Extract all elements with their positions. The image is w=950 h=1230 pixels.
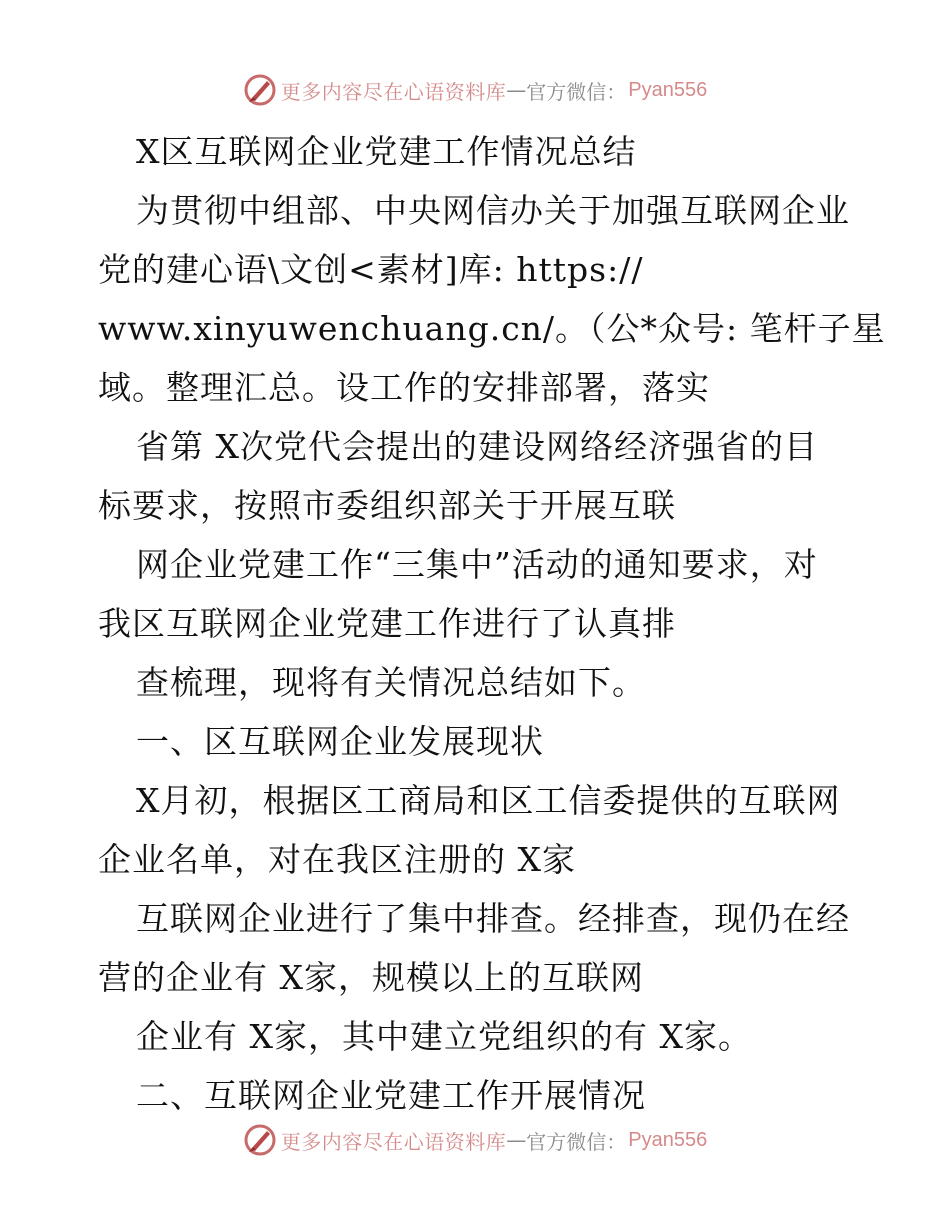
document-body <box>98 122 886 1125</box>
document-line: 标要求，按照市委组织部关于开展互联 <box>98 486 676 525</box>
document-line: 营的企业有 X家，规模以上的互联网 <box>98 958 644 997</box>
document-line: 党的建心语\文创<素材]库: https:// <box>98 250 644 289</box>
document-line: 一、区互联网企业发展现状 <box>136 722 544 761</box>
banner-official-label: 官方微信： <box>526 79 627 104</box>
document-line: 企业有 X家，其中建立党组织的有 X家。 <box>136 1017 752 1056</box>
document-line: 域。整理汇总。设工作的安排部署，落实 <box>98 368 710 407</box>
brush-logo-icon <box>243 73 277 107</box>
document-line: X月初，根据区工商局和区工信委提供的互联网 <box>136 781 841 820</box>
document-line: 企业名单，对在我区注册的 X家 <box>98 840 576 879</box>
document-line: www.xinyuwenchuang.cn/。（公*众号: 笔杆子星 <box>98 309 886 348</box>
banner-main-text: 更多内容尽在心语资料库 <box>280 79 507 104</box>
brush-logo-icon <box>243 1123 277 1157</box>
banner-wechat-id: Pyan556 <box>628 78 708 101</box>
footer-watermark-banner <box>0 1120 950 1160</box>
document-line: 二、互联网企业党建工作开展情况 <box>136 1076 646 1115</box>
document-line: 为贯彻中组部、中央网信办关于加强互联网企业 <box>136 191 850 230</box>
document-line: 我区互联网企业党建工作进行了认真排 <box>98 604 676 643</box>
header-watermark-banner <box>0 70 950 110</box>
document-line: X区互联网企业党建工作情况总结 <box>136 132 637 171</box>
document-line: 查梳理，现将有关情况总结如下。 <box>136 663 646 702</box>
document-line: 互联网企业进行了集中排查。经排查，现仍在经 <box>136 899 850 938</box>
banner-dash: — <box>506 78 527 102</box>
document-line: 省第 X次党代会提出的建设网络经济强省的目 <box>136 427 818 466</box>
banner-official-label: 官方微信： <box>526 1129 627 1154</box>
document-line: 网企业党建工作“三集中”活动的通知要求，对 <box>136 545 818 584</box>
banner-main-text: 更多内容尽在心语资料库 <box>280 1129 507 1154</box>
banner-wechat-id: Pyan556 <box>628 1128 708 1151</box>
banner-dash: — <box>506 1128 527 1152</box>
